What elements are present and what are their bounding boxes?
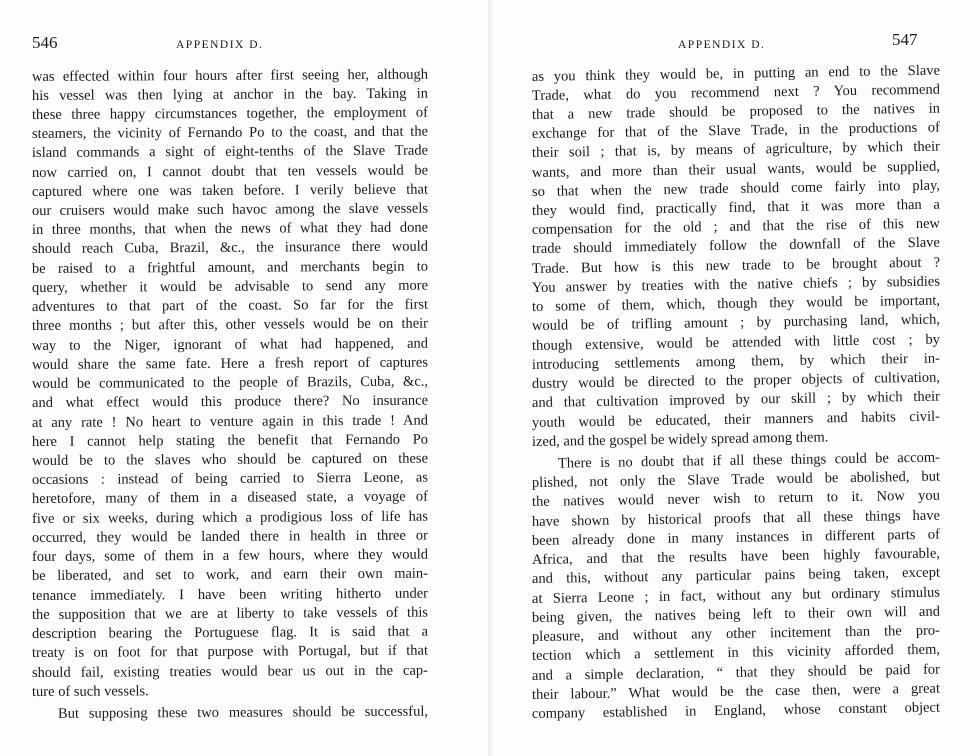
text-line: and what effect would this produce there? No insurance bbox=[31, 392, 429, 411]
text-line: the supposition that we are at liberty to take vessels of this bbox=[31, 604, 429, 623]
text-line: his vessel was then lying at anchor in the bay. Taking in bbox=[31, 85, 429, 104]
text-line: tection which a settlement in this vicinity afforded them, bbox=[531, 641, 941, 664]
text-line: now carried on, I cannot doubt that ten vessels would be bbox=[31, 162, 429, 181]
text-line: Africa, and that the results have been highly favourable, bbox=[531, 545, 941, 568]
text-line: and this, without any particular pains being taken, except bbox=[531, 564, 941, 587]
right-running-header: APPENDIX D. bbox=[678, 39, 766, 51]
text-line: that a new trade should be proposed to the natives in bbox=[531, 100, 941, 123]
text-line: their labour.” What would be the case then, were a great bbox=[531, 680, 941, 703]
text-line: occasions : instead of being carried to Sierra Leone, as bbox=[31, 469, 429, 488]
text-line: trade should immediately follow the downfall of the Slave bbox=[531, 234, 941, 257]
text-line: compensation for the old ; and that the rise of this new bbox=[531, 215, 941, 238]
text-line: tenance immediately. I have been writing hitherto under bbox=[31, 585, 429, 604]
text-line: being given, the natives being left to their own will and bbox=[531, 603, 941, 626]
text-line: ized, and the gospel be widely spread among them. bbox=[531, 429, 829, 450]
text-line: our cruisers would make such havoc among the slave vessels bbox=[31, 200, 429, 219]
text-line: exchange for that of the Slave Trade, in the productions of bbox=[531, 119, 941, 142]
text-line: There is no doubt that if all these things could be accom- bbox=[557, 449, 941, 472]
text-line: be liberated, and set to work, and earn their own main- bbox=[31, 565, 429, 584]
text-line: query, whether it would be advisable to send any more bbox=[31, 277, 429, 296]
text-line: these three happy circumstances together, the employment of bbox=[31, 104, 429, 123]
text-line: as you think they would be, in putting an end to the Slave bbox=[531, 62, 941, 85]
text-line: description bearing the Portuguese flag. It is said that a bbox=[31, 623, 429, 642]
text-line: Trade, what do you recommend next ? You recommend bbox=[531, 81, 941, 104]
text-line: youth would be educated, their manners and habits civil- bbox=[531, 408, 941, 431]
text-line: way to the Niger, ignorant of what had happened, and bbox=[31, 335, 429, 354]
text-line: four days, some of them in a few hours, where they would bbox=[31, 546, 429, 565]
text-line: wants, and more than their usual wants, would be supplied, bbox=[531, 158, 941, 181]
text-line: here I cannot help stating the benefit that Fernando Po bbox=[31, 431, 429, 450]
text-line: island commands a sight of eight-tenths of the Slave Trade bbox=[31, 142, 429, 161]
text-line: have shown by historical proofs that all these things have bbox=[531, 507, 941, 530]
text-line: be raised to a frightful amount, and merchants begin to bbox=[31, 258, 429, 277]
text-line: five or six weeks, during which a prodigious loss of life has bbox=[31, 508, 429, 527]
text-line: their soil ; that is, by means of agriculture, by which their bbox=[531, 138, 941, 161]
text-line: But supposing these two measures should be successful, bbox=[57, 703, 429, 722]
text-line: would be communicated to the people of Brazils, Cuba, &c., bbox=[31, 373, 429, 392]
text-line: would share the same fate. Here a fresh report of captures bbox=[31, 354, 429, 373]
right-page bbox=[490, 0, 980, 756]
text-line: plished, not only the Slave Trade would be abolished, but bbox=[531, 468, 941, 491]
text-line: should reach Cuba, Brazil, &c., the insurance there would bbox=[31, 238, 429, 257]
text-line: pleasure, and without any other incitement than the pro- bbox=[531, 622, 941, 645]
text-line: and that cultivation improved by our skill ; by which their bbox=[531, 388, 941, 411]
text-line: at any rate ! No heart to venture again in this trade ! And bbox=[31, 412, 429, 431]
text-line: would be of trifling amount ; by purchasing land, which, bbox=[531, 311, 941, 334]
text-line: dustry would be directed to the proper objects of cultivation, bbox=[531, 369, 941, 392]
text-line: was effected within four hours after first seeing her, although bbox=[31, 66, 429, 85]
text-line: captured where one was taken before. I verily believe that bbox=[31, 181, 429, 200]
left-page-number: 546 bbox=[32, 33, 58, 52]
text-line: been already done in many instances in different parts of bbox=[531, 526, 941, 549]
text-line: to some of them, which, though they would be important, bbox=[531, 292, 941, 315]
text-line: ture of such vessels. bbox=[31, 683, 149, 700]
text-line: steamers, the vicinity of Fernando Po to the coast, and that the bbox=[31, 123, 429, 142]
text-line: would be to the slaves who should be captured on these bbox=[31, 450, 429, 469]
text-line: should fail, existing treaties would bear us out in the cap- bbox=[31, 662, 429, 681]
text-line: and a simple declaration, “ that they should be paid for bbox=[531, 661, 941, 684]
text-line: heretofore, many of them in a diseased state, a voyage of bbox=[31, 488, 429, 507]
left-running-header: APPENDIX D. bbox=[176, 39, 264, 51]
text-line: treaty is on foot for that purpose with Portugal, but if that bbox=[31, 642, 429, 661]
text-line: company established in England, whose constant object bbox=[531, 699, 941, 722]
text-line: though extensive, would be attended with little cost ; by bbox=[531, 331, 941, 354]
text-line: You answer by treaties with the native chiefs ; by subsidies bbox=[531, 273, 941, 296]
right-page-number: 547 bbox=[892, 30, 918, 49]
text-line: they would find, practically find, that it was more than a bbox=[531, 196, 941, 219]
text-line: occurred, they would be landed there in health in three or bbox=[31, 527, 429, 546]
text-line: at Sierra Leone ; in fact, without any but ordinary stimulus bbox=[531, 584, 941, 607]
text-line: Trade. But how is this new trade to be brought about ? bbox=[531, 254, 941, 277]
text-line: in three months, that when the news of what they had done bbox=[31, 219, 429, 238]
text-line: adventures to that part of the coast. So far for the first bbox=[31, 296, 429, 315]
text-line: the natives would never wish to return to it. Now you bbox=[531, 487, 941, 510]
text-line: introducing settlements among them, by which their in- bbox=[531, 350, 941, 373]
text-line: so that when the new trade should come fairly into play, bbox=[531, 177, 941, 200]
text-line: three months ; but after this, other vessels would be on their bbox=[31, 315, 429, 334]
